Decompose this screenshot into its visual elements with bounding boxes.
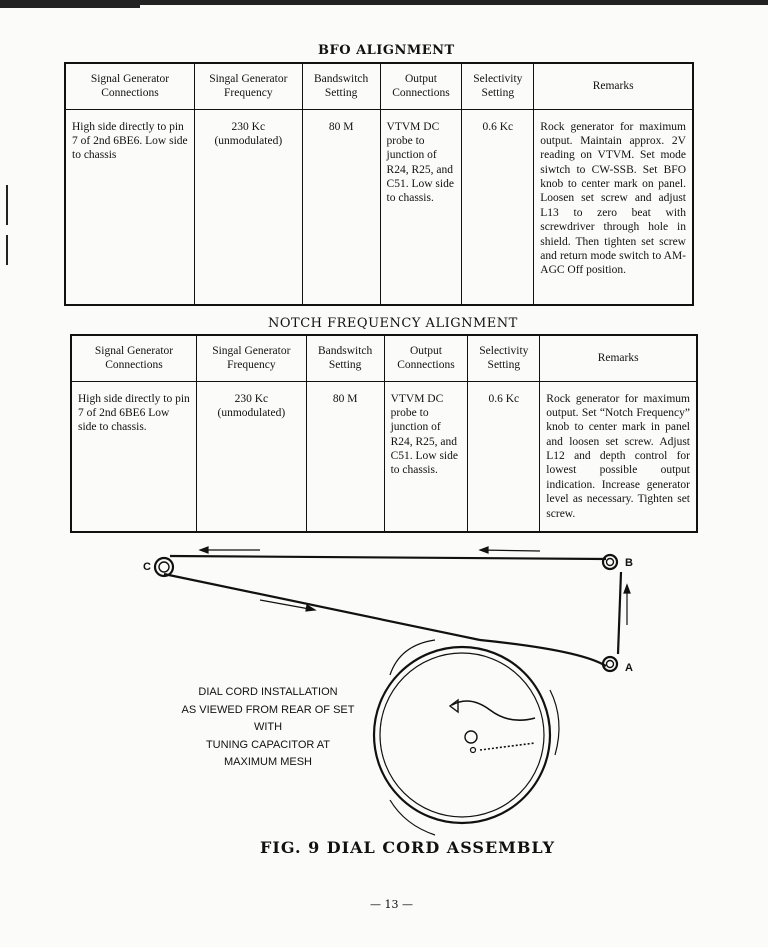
bandswitch-cell: 80 M [306,381,384,532]
margin-mark [6,235,8,265]
connections-cell: High side directly to pin 7 of 2nd 6BE6. Low side to chassis [65,109,194,305]
bandswitch-cell: 80 M [302,109,380,305]
cord-diagonal [164,574,480,640]
header-cell: Singal Generator Frequency [194,63,302,109]
dial-drum [374,647,550,823]
selectivity-cell: 0.6 Kc [462,109,534,305]
label-c: C [143,561,151,573]
label-b: B [625,557,633,569]
figure-caption: FIG. 9 DIAL CORD ASSEMBLY [260,838,556,857]
frequency-cell: 230 Kc (unmodulated) [194,109,302,305]
header-cell: Signal Generator Connections [65,63,194,109]
pulley-c [155,558,173,576]
diagram-instructions [168,684,368,772]
notch-header-row [71,335,697,381]
bfo-header-row [65,63,693,109]
table-row [71,381,697,532]
header-cell: Output Connections [380,63,462,109]
remarks-cell: Rock generator for maximum output. Maintain approx. 2V reading on VTVM. Set mode siwtch to CW-SSB. Set BFO knob to center mark on panel. Loosen set screw and adjust L13 to zero beat with screwdriver through hole in shield. Then tighten set screw and return mode switch to AM-AGC Off position. [534,109,693,305]
header-cell: Bandswitch Setting [302,63,380,109]
bfo-table [64,62,694,306]
remarks-cell: Rock generator for maximum output. Set “Notch Frequency” knob to center mark in panel and loosen set screw. Adjust L12 and depth control for lowest possible output indication. Increase generator level as necessary. Tighten set screw. [540,381,697,532]
header-cell: Output Connections [384,335,468,381]
instruction-line: MAXIMUM MESH [224,756,312,769]
output-cell: VTVM DC probe to junction of R24, R25, and C51. Low side to chassis. [380,109,462,305]
page-number: — 13 — [370,898,413,911]
header-cell: Remarks [540,335,697,381]
instruction-line: DIAL CORD INSTALLATION [198,686,338,698]
margin-mark [6,185,8,225]
connections-cell: High side directly to pin 7 of 2nd 6BE6 Low side to chassis. [71,381,196,532]
instruction-line: AS VIEWED FROM REAR OF SET [181,703,355,716]
header-cell: Selectivity Setting [462,63,534,109]
instruction-line: TUNING CAPACITOR AT [205,738,331,751]
header-cell: Singal Generator Frequency [196,335,306,381]
frequency-cell: 230 Kc (unmodulated) [196,381,306,532]
notch-table [70,334,698,533]
cord-top [170,556,606,559]
header-cell: Remarks [534,63,693,109]
pulley-a [603,657,617,671]
top-border-accent [0,5,140,8]
bfo-title: BFO ALIGNMENT [318,43,455,58]
label-a: A [625,662,633,674]
header-cell: Signal Generator Connections [71,335,196,381]
header-cell: Selectivity Setting [468,335,540,381]
selectivity-cell: 0.6 Kc [468,381,540,532]
pulley-b [603,555,617,569]
notch-title: NOTCH FREQUENCY ALIGNMENT [268,316,518,331]
cord-right [618,572,621,654]
header-cell: Bandswitch Setting [306,335,384,381]
output-cell: VTVM DC probe to junction of R24, R25, and C51. Low side to chassis. [384,381,468,532]
table-row [65,109,693,305]
instruction-line: WITH [253,721,283,734]
shaft-hole [465,731,477,743]
